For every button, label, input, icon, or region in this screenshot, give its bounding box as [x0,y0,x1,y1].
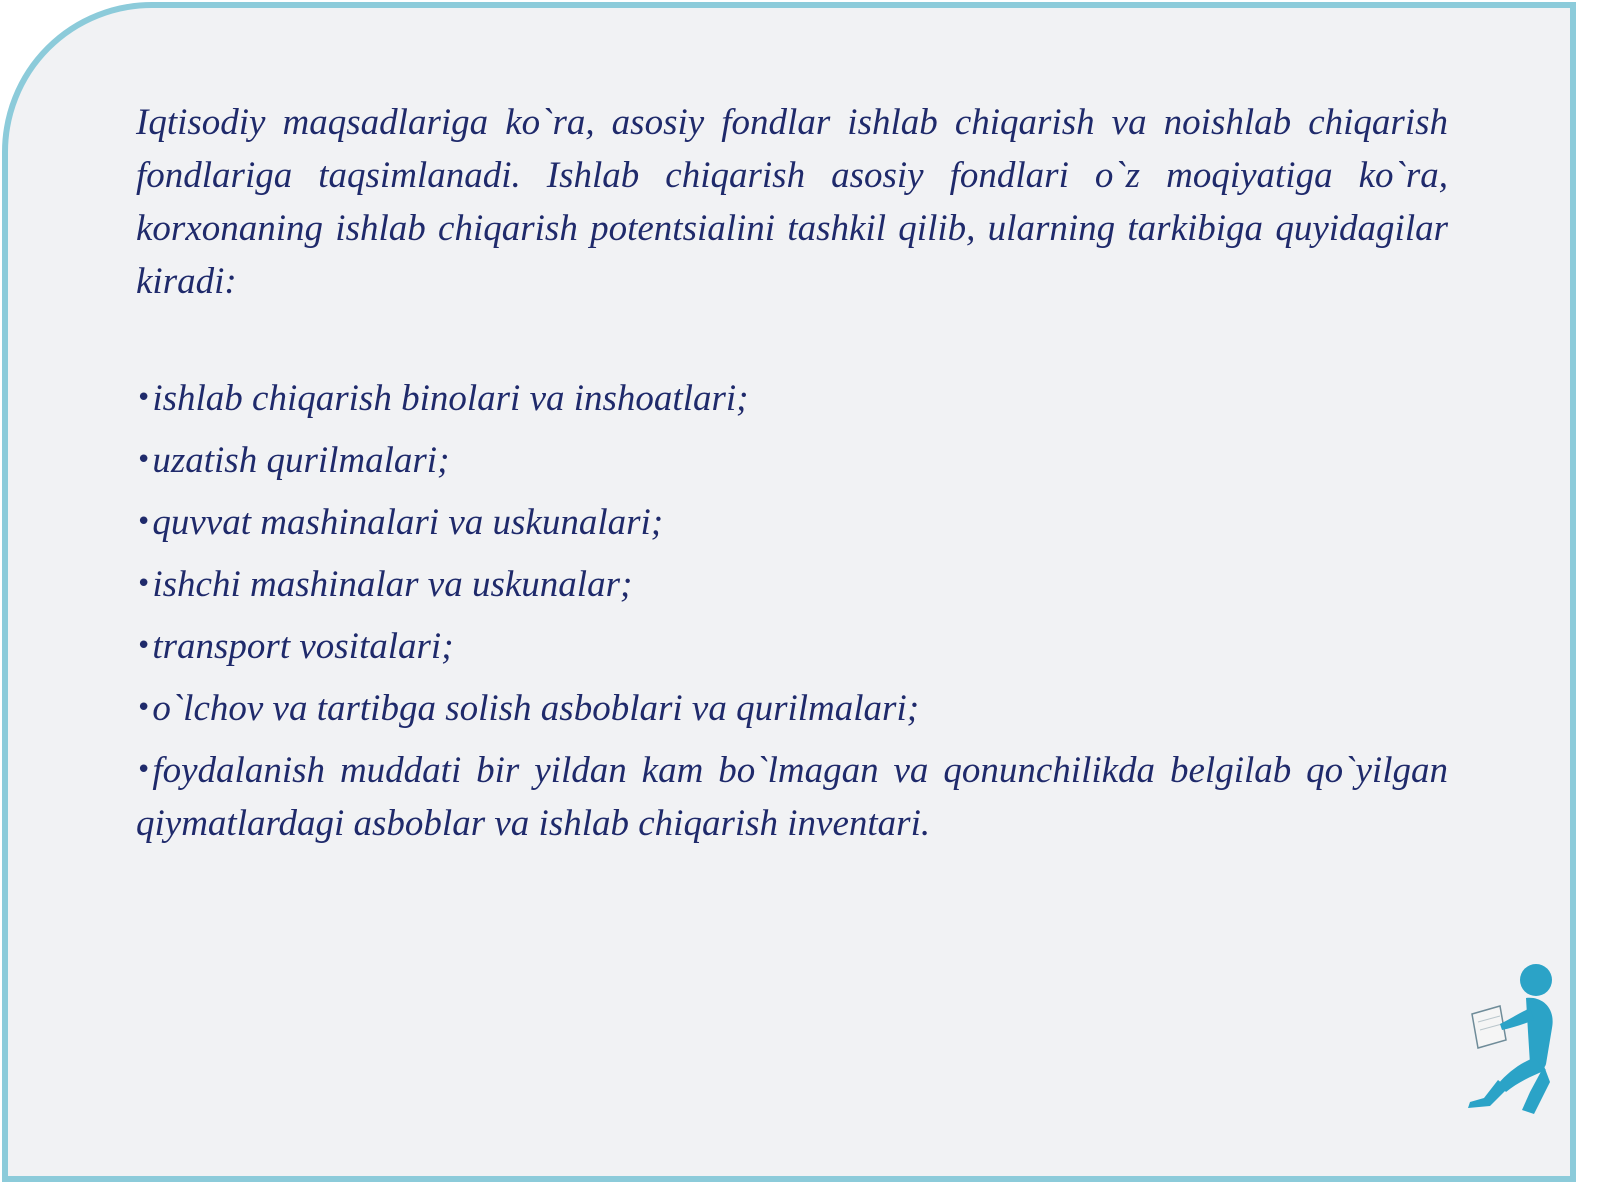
list-item-text: quvvat mashinalari va uskunalari; [152,502,664,543]
intro-paragraph: Iqtisodiy maqsadlariga ko`ra, asosiy fondlar ishlab chiqarish va noishlab chiqarish fondlariga taqsimlanadi. Ishlab chiqarish asosiy fondlari o`z moqiyatiga ko`ra, korxonaning ishlab chiqarish potentsialini tashkil qilib, ularning tarkibiga quyidagilar kiradi: [136,102,1448,302]
list-item [136,682,1448,735]
list-item-text: o`lchov va tartibga solish asboblari va qurilmalari; [152,688,920,729]
bullet-icon: • [136,507,152,537]
reading-person-icon [1460,962,1580,1122]
list-item [136,558,1448,611]
bullet-list [136,372,1448,850]
list-item [136,372,1448,425]
bullet-icon: • [136,383,152,413]
list-item [136,744,1448,850]
bullet-icon: • [136,445,152,475]
list-item-text: ishchi mashinalar va uskunalar; [152,564,633,605]
list-item-text: uzatish qurilmalari; [152,440,450,481]
bullet-icon: • [136,631,152,661]
list-item-text: foydalanish muddati bir yildan kam bo`lmagan va qonunchilikda belgilab qo`yilgan qiymatlardagi asboblar va ishlab chiqarish inventari. [136,750,1448,844]
list-item [136,496,1448,549]
bullet-icon: • [136,569,152,599]
list-item-text: transport vositalari; [152,626,454,667]
bullet-icon: • [136,693,152,723]
list-item-text: ishlab chiqarish binolari va inshoatlari; [152,378,749,419]
list-item [136,434,1448,487]
bullet-icon: • [136,755,152,785]
slide-content [136,96,1448,859]
list-item [136,620,1448,673]
